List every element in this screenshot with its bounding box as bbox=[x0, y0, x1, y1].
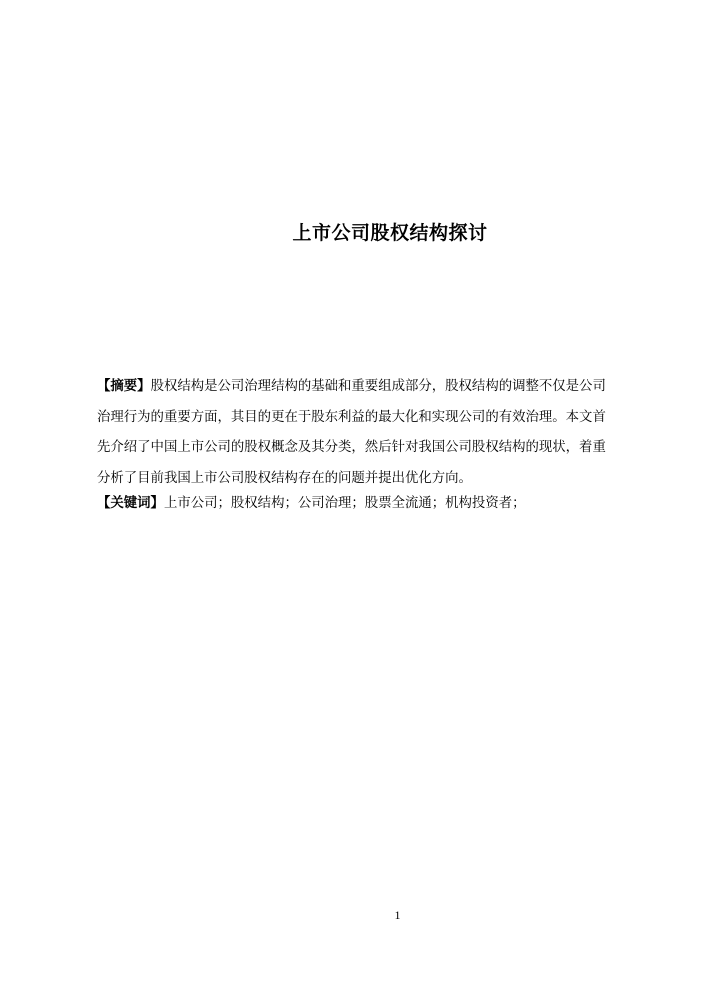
abstract-line-1 bbox=[97, 372, 657, 403]
abstract-line-4: 分析了目前我国上市公司股权结构存在的问题并提出优化方向。 bbox=[97, 470, 472, 486]
abstract-text-line-1: 股权结构是公司治理结构的基础和重要组成部分，股权结构的调整不仅是公司 bbox=[150, 379, 606, 394]
abstract-section bbox=[97, 372, 657, 494]
keywords-label: 【关键词】 bbox=[97, 496, 164, 511]
keywords-text: 上市公司；股权结构；公司治理；股票全流通；机构投资者； bbox=[163, 496, 526, 511]
keywords-section bbox=[97, 493, 657, 515]
abstract-line-2: 治理行为的重要方面，其目的更在于股东利益的最大化和实现公司的有效治理。本文首 bbox=[97, 409, 606, 425]
abstract-line-3: 先介绍了中国上市公司的股权概念及其分类，然后针对我国公司股权结构的现状，着重 bbox=[97, 440, 606, 455]
page-number: 1 bbox=[394, 908, 401, 922]
abstract-label: 【摘要】 bbox=[97, 379, 151, 394]
document-title: 上市公司股权结构探讨 bbox=[292, 222, 488, 244]
